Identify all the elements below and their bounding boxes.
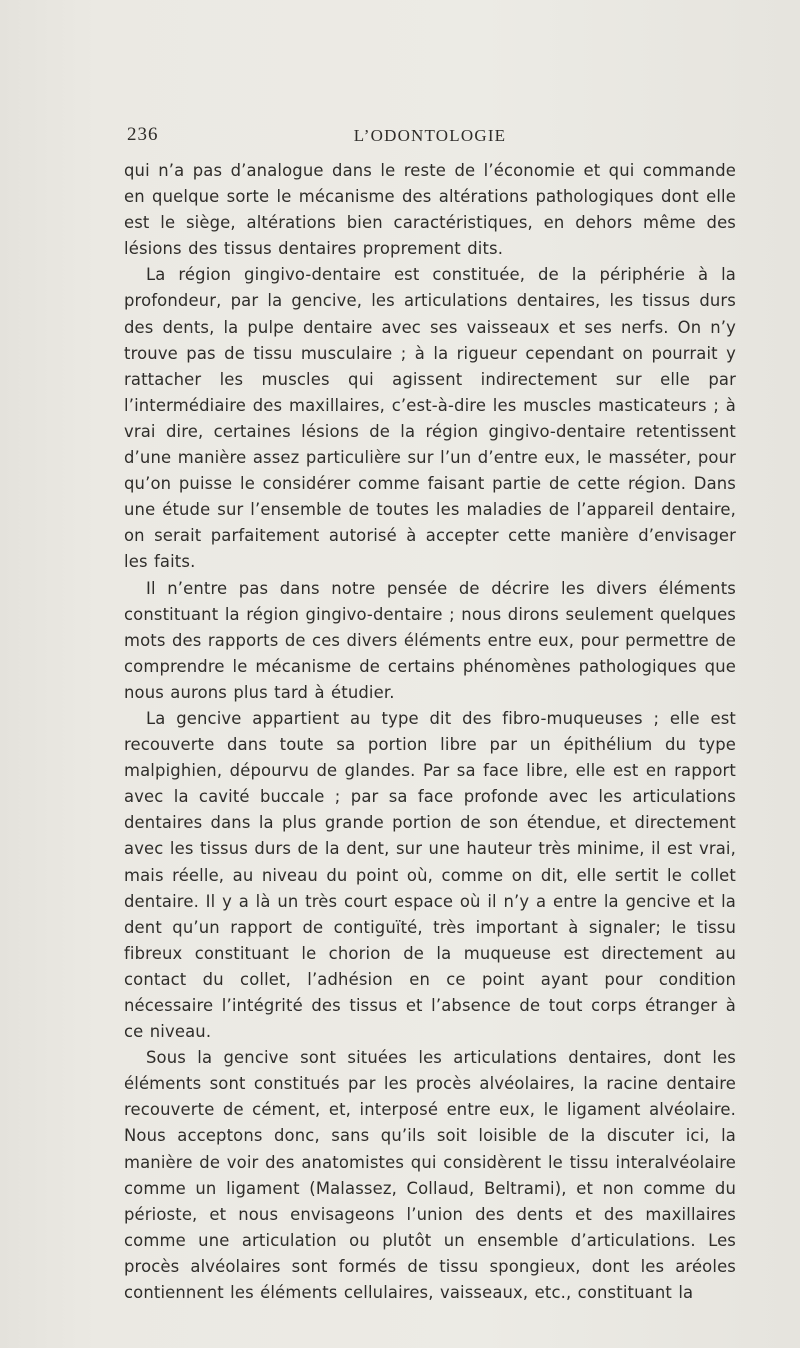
paragraph: Il n’entre pas dans notre pensée de décrire les divers éléments constituant la région gingivo-dentaire ; nous dirons seulement quelques mots des rapports de ces divers éléments entre eux, pour permettre de comprendre le mécanisme de certains phénomènes pathologiques que nous aurons plus tard à étudier. <box>124 578 736 702</box>
paragraph: La gencive appartient au type dit des fibro-muqueuses ; elle est recouverte dans toute sa portion libre par un épithélium du type malpighien, dépourvu de glandes. Par sa face libre, elle est en rapport avec la cavité buccale ; par sa face profonde avec les articulations dentaires dans la plus grande portion de son étendue, et directement avec les tissus durs de la dent, sur une hauteur très minime, il est vrai, mais réelle, au niveau du point où, comme on dit, elle sertit le collet dentaire. Il y a là un très court espace où il n’y a entre la gencive et la dent qu’un rapport de contiguïté, très important à signaler; le tissu fibreux constituant le chorion de la muqueuse est directement au contact du collet, l’adhésion en ce point ayant pour condition nécessaire l’intégrité des tissus et l’absence de tout corps étranger à ce niveau. <box>124 708 736 1042</box>
running-title: L’ODONTOLOGIE <box>353 126 507 145</box>
page-number: 236 <box>127 124 159 145</box>
paragraph: qui n’a pas d’analogue dans le reste de l’économie et qui commande en quelque sorte le mécanisme des altérations pathologiques dont elle est le siège, altérations bien caractéristiques, en dehors même des lésions des tissus dentaires proprement dits. <box>124 161 736 259</box>
page-header <box>124 124 736 152</box>
paragraph: Sous la gencive sont situées les articulations dentaires, dont les éléments sont constitués par les procès alvéolaires, la racine dentaire recouverte de cément, et, interposé entre eux, le ligament alvéolaire. Nous acceptons donc, sans qu’ils soit loisible de la discuter ici, la manière de voir des anatomistes qui considèrent le tissu interalvéolaire comme un ligament (Malassez, Collaud, Beltrami), et non comme du périoste, et nous envisageons l’union des dents et des maxillaires comme une articulation ou plutôt un ensemble d’articulations. Les procès alvéolaires sont formés de tissu spongieux, dont les aréoles contiennent les éléments cellulaires, vaisseaux, etc., constituant la <box>124 1048 736 1303</box>
body-text <box>124 158 736 1306</box>
paragraph: La région gingivo-dentaire est constituée, de la périphérie à la profondeur, par la gencive, les articulations dentaires, les tissus durs des dents, la pulpe dentaire avec ses vaisseaux et ses nerfs. On n’y trouve pas de tissu musculaire ; à la rigueur cependant on pourrait y rattacher les muscles qui agissent indirectement sur elle par l’intermédiaire des maxillaires, c’est-à-dire les muscles masticateurs ; à vrai dire, certaines lésions de la région gingivo-dentaire retentissent d’une manière assez particulière sur l’un d’entre eux, le masséter, pour qu’on puisse le considérer comme faisant partie de cette région. Dans une étude sur l’ensemble de toutes les maladies de l’appareil dentaire, on serait parfaitement autorisé à accepter cette manière d’envisager les faits. <box>124 265 736 572</box>
